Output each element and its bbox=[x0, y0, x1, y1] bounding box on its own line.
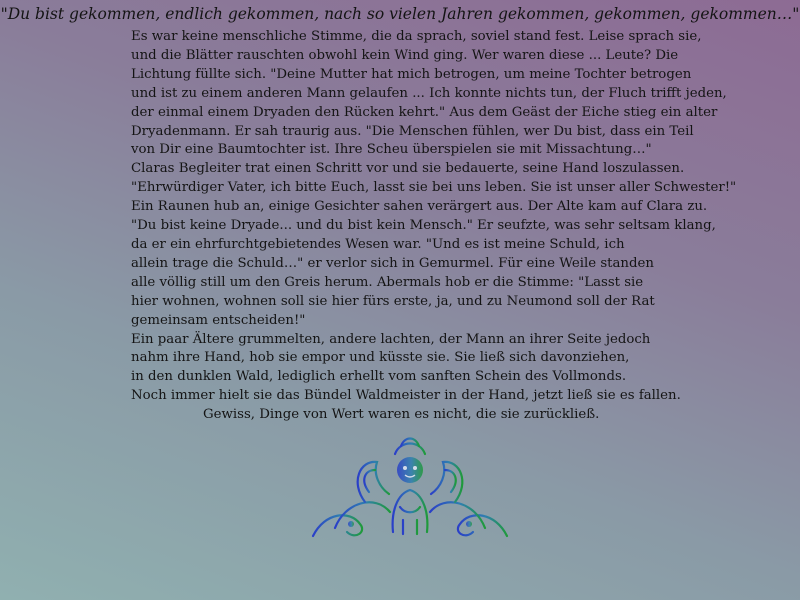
story-line: Noch immer hielt sie das Bündel Waldmeister in der Hand, jetzt ließ sie es fallen. bbox=[131, 388, 681, 404]
story-line: der einmal einem Dryaden den Rücken kehrt." Aus dem Geäst der Eiche stieg ein alter bbox=[131, 104, 718, 120]
story-line: nahm ihre Hand, hob sie empor und küsste sie. Sie ließ sich davonziehen, bbox=[131, 350, 630, 366]
story-line: "Du bist keine Dryade... und du bist kein Mensch." Er seufzte, was sehr seltsam klang, bbox=[131, 218, 716, 234]
story-line: hier wohnen, wohnen soll sie hier fürs erste, ja, und zu Neumond soll der Rat bbox=[131, 293, 655, 309]
closing-line: Gewiss, Dinge von Wert waren es nicht, die sie zurückließ. bbox=[203, 407, 600, 423]
story-line: Lichtung füllte sich. "Deine Mutter hat mich betrogen, um meine Tochter betrogen bbox=[131, 66, 692, 82]
story-line: Ein paar Ältere grummelten, andere lachten, der Mann an ihrer Seite jedoch bbox=[131, 331, 651, 347]
story-line: Claras Begleiter trat einen Schritt vor und sie bedauerte, seine Hand loszulassen. bbox=[131, 161, 685, 177]
story-line: Dryadenmann. Er sah traurig aus. "Die Menschen fühlen, wer Du bist, dass ein Teil bbox=[131, 123, 694, 139]
story-line: von Dir eine Baumtochter ist. Ihre Scheu überspielen sie mit Missachtung…" bbox=[131, 142, 652, 158]
story-line: Es war keine menschliche Stimme, die da sprach, soviel stand fest. Leise sprach sie, bbox=[131, 29, 702, 44]
story-line: und ist zu einem anderen Mann gelaufen ... Ich konnte nichts tun, der Fluch trifft jeden, bbox=[131, 85, 727, 101]
story-line: allein trage die Schuld…" er verlor sich in Gemurmel. Für eine Weile standen bbox=[131, 255, 654, 271]
story-line: in den dunklen Wald, lediglich erhellt vom sanften Schein des Vollmonds. bbox=[131, 369, 627, 385]
story-heading: "Du bist gekommen, endlich gekommen, nach so vielen Jahren gekommen, gekommen, gekommen…" bbox=[0, 5, 800, 23]
story-line: "Ehrwürdiger Vater, ich bitte Euch, lasst sie bei uns leben. Sie ist unser aller Schwester!" bbox=[131, 180, 737, 196]
story-line: da er ein ehrfurchtgebietendes Wesen war. "Und es ist meine Schuld, ich bbox=[131, 236, 625, 252]
story-body bbox=[131, 28, 781, 425]
story-line: alle völlig still um den Greis herum. Abermals hob er die Stimme: "Lasst sie bbox=[131, 274, 644, 290]
story-line: gemeinsam entscheiden!" bbox=[131, 312, 306, 328]
story-line: Ein Raunen hub an, einige Gesichter sahen verärgert aus. Der Alte kam auf Clara zu. bbox=[131, 199, 708, 215]
cherub-ornament-icon bbox=[305, 432, 515, 542]
story-line: und die Blätter rauschten obwohl kein Wind ging. Wer waren diese ... Leute? Die bbox=[131, 47, 679, 63]
